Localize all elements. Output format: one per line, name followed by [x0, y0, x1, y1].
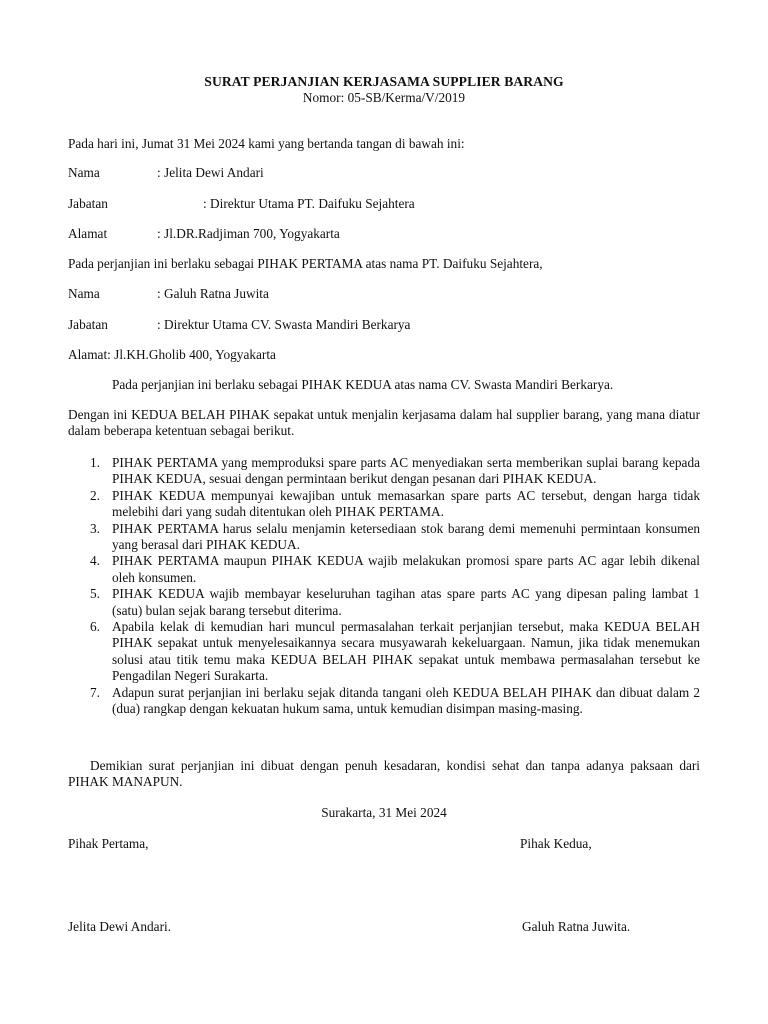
party2-jabatan-label: Jabatan — [68, 317, 108, 332]
party1-jabatan-label: Jabatan — [68, 196, 108, 211]
party2-jabatan-value: : Direktur Utama CV. Swasta Mandiri Berkarya — [157, 317, 411, 332]
clause-text: Apabila kelak di kemudian hari muncul permasalahan terkait perjanjian tersebut, maka KEDUA BELAH PIHAK sepakat untuk menyelesaikannya secara musyawarah kekeluargaan. Namun, jika tidak menemukan solusi atau titik temu maka KEDUA BELAH PIHAK sepakat untuk membawa permasalahan tersebut ke Pengadilan Negeri Surakarta. — [112, 619, 700, 684]
clause-item — [68, 553, 700, 586]
clause-list — [68, 455, 700, 718]
party1-alamat-label: Alamat — [68, 226, 108, 241]
clause-text: PIHAK KEDUA mempunyai kewajiban untuk memasarkan spare parts AC tersebut, dengan harga tidak melebihi dari yang sudah ditentukan oleh PIHAK PERTAMA. — [112, 487, 700, 520]
intro-paragraph: Dengan ini KEDUA BELAH PIHAK sepakat untuk menjalin kerjasama dalam hal supplier barang, yang mana diatur dalam beberapa ketentuan sebagai berikut. — [68, 407, 700, 439]
clause-text: Adapun surat perjanjian ini berlaku sejak ditanda tangani oleh KEDUA BELAH PIHAK dan dibuat dalam 2 (dua) rangkap dengan kekuatan hukum sama, untuk kemudian disimpan masing-masing. — [112, 684, 700, 717]
clause-text: PIHAK PERTAMA maupun PIHAK KEDUA wajib melakukan promosi spare parts AC agar lebih dikenal oleh konsumen. — [112, 553, 700, 585]
clause-item — [68, 521, 700, 554]
signature-right-label: Pihak Kedua, — [520, 836, 592, 851]
opening-paragraph: Pada hari ini, Jumat 31 Mei 2024 kami yang bertanda tangan di bawah ini: — [68, 136, 465, 151]
party1-nama-value: : Jelita Dewi Andari — [157, 165, 264, 180]
clause-number: 6. — [90, 619, 100, 635]
clause-text: PIHAK PERTAMA harus selalu menjamin ketersediaan stok barang demi memenuhi permintaan konsumen yang berasal dari PIHAK KEDUA. — [112, 520, 700, 553]
clause-item — [68, 619, 700, 685]
clause-text: PIHAK KEDUA wajib membayar keseluruhan tagihan atas spare parts AC yang dipesan paling lambat 1 (satu) bulan sejak barang tersebut diterima. — [112, 586, 700, 618]
party1-nama-label: Nama — [68, 165, 100, 180]
party2-nama-label: Nama — [68, 286, 100, 301]
clause-item — [68, 586, 700, 619]
party2-nama-value: : Galuh Ratna Juwita — [157, 286, 269, 301]
party2-statement: Pada perjanjian ini berlaku sebagai PIHAK KEDUA atas nama CV. Swasta Mandiri Berkarya. — [112, 377, 614, 392]
clause-number: 2. — [90, 487, 100, 503]
signature-left-label: Pihak Pertama, — [68, 836, 149, 851]
clause-number: 5. — [90, 586, 100, 602]
clause-number: 7. — [90, 684, 100, 700]
party2-alamat: Alamat: Jl.KH.Gholib 400, Yogyakarta — [68, 347, 276, 362]
closing-paragraph: Demikian surat perjanjian ini dibuat dengan penuh kesadaran, kondisi sehat dan tanpa adanya paksaan dari PIHAK MANAPUN. — [68, 758, 700, 790]
clause-item — [68, 455, 700, 488]
signature-right-name: Galuh Ratna Juwita. — [522, 919, 631, 934]
clause-item — [68, 685, 700, 718]
clause-item — [68, 488, 700, 521]
signature-left-name: Jelita Dewi Andari. — [68, 919, 172, 934]
place-date: Surakarta, 31 Mei 2024 — [321, 805, 447, 820]
party1-alamat-value: : Jl.DR.Radjiman 700, Yogyakarta — [157, 226, 340, 241]
clause-number: 1. — [90, 455, 100, 470]
document-number: Nomor: 05-SB/Kerma/V/2019 — [302, 90, 466, 105]
clause-number: 3. — [90, 520, 100, 536]
document-title: SURAT PERJANJIAN KERJASAMA SUPPLIER BARANG — [204, 74, 564, 89]
party1-jabatan-value: : Direktur Utama PT. Daifuku Sejahtera — [203, 196, 415, 211]
party1-statement: Pada perjanjian ini berlaku sebagai PIHAK PERTAMA atas nama PT. Daifuku Sejahtera, — [68, 256, 543, 271]
clause-text: PIHAK PERTAMA yang memproduksi spare parts AC menyediakan serta memberikan suplai barang kepada PIHAK KEDUA, sesuai dengan permintaan berikut dengan pesanan dari PIHAK KEDUA. — [112, 455, 700, 487]
clause-number: 4. — [90, 553, 100, 569]
